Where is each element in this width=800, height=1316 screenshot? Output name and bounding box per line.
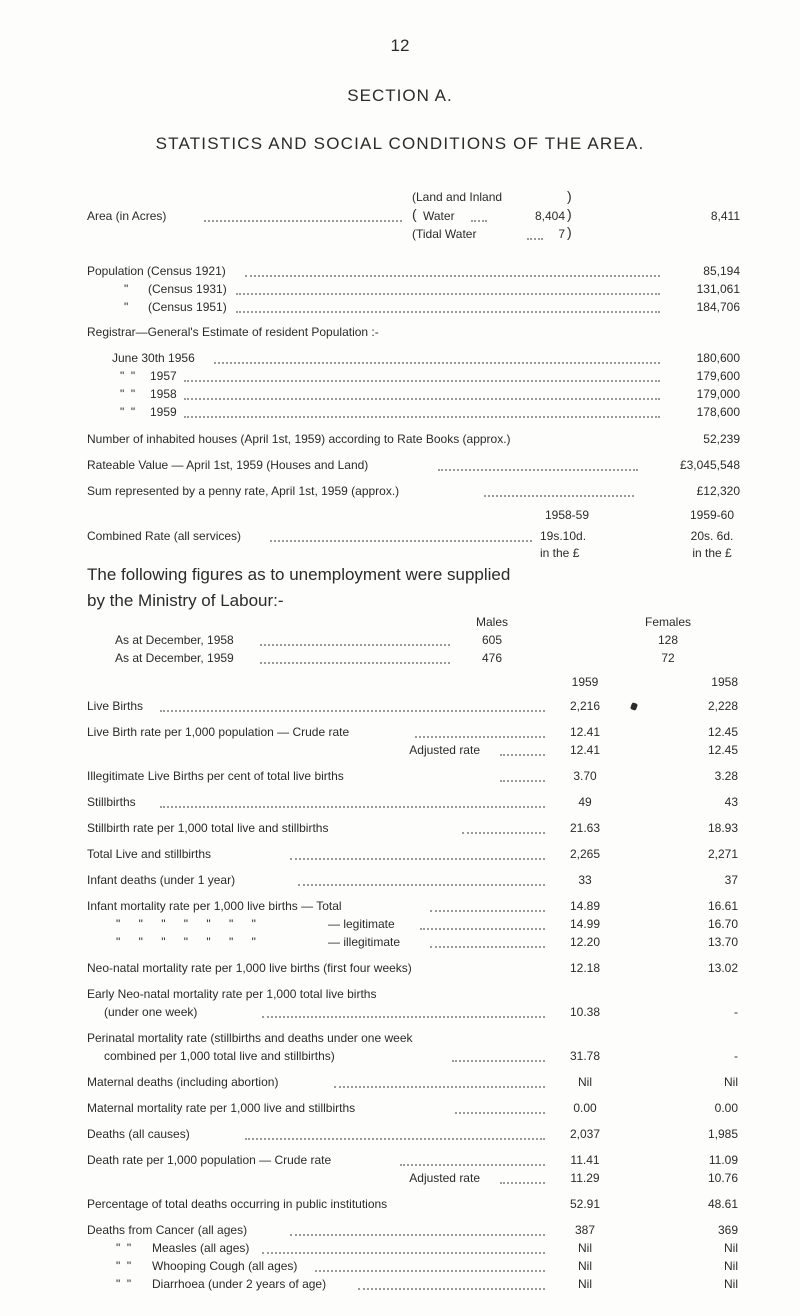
leader-dots — [260, 643, 450, 646]
vital-label: Maternal mortality rate per 1,000 live and stillbirths — [87, 1101, 356, 1115]
vital-value-1959: Nil — [578, 1075, 592, 1089]
combined-rate-label: Combined Rate (all services) — [87, 529, 242, 543]
unemployment-males: 476 — [481, 651, 503, 665]
unemployment-females: 72 — [661, 651, 675, 665]
ditto-marks: " " — [116, 1259, 132, 1273]
leader-dots — [315, 1269, 545, 1272]
area-sub-tidal: (Tidal Water — [412, 227, 477, 241]
leader-dots — [160, 709, 545, 712]
rateable-label: Rateable Value — April 1st, 1959 (Houses and Land) — [87, 458, 369, 472]
section-title: SECTION A. — [347, 86, 453, 105]
vital-value-1958: 369 — [717, 1223, 738, 1237]
vital-value-1958: 12.45 — [707, 725, 738, 739]
rate-year-1: 1958-59 — [544, 508, 590, 522]
vital-value-1958: 16.70 — [707, 917, 738, 931]
vital-value-1959: 49 — [578, 795, 592, 809]
population-1931-label: (Census 1931) — [148, 282, 227, 296]
vital-value-1958: 16.61 — [707, 899, 738, 913]
leader-dots — [430, 909, 545, 912]
ditto-marks: " " — [116, 1277, 132, 1291]
vital-value-1959: 3.70 — [573, 769, 597, 783]
vital-label: — illegitimate — [328, 935, 401, 949]
leader-dots — [400, 1163, 545, 1166]
vital-value-1958: 3.28 — [714, 769, 738, 783]
area-label: Area (in Acres) — [87, 209, 167, 223]
estimate-1956-label: June 30th 1956 — [112, 351, 195, 365]
vital-value-1958: 0.00 — [714, 1101, 738, 1115]
leader-dots — [262, 1251, 545, 1254]
leader-dots — [270, 539, 532, 542]
ditto-mark: " " — [120, 405, 136, 419]
vital-label-cont: combined per 1,000 total live and stillbirths) — [104, 1049, 335, 1063]
vital-value-1958: 11.09 — [708, 1153, 738, 1167]
leader-dots — [471, 219, 487, 222]
vital-value-1959: 21.63 — [569, 821, 601, 835]
ditto-mark: " — [124, 282, 129, 296]
vital-value-1958: 43 — [724, 795, 738, 809]
leader-dots — [420, 927, 545, 930]
leader-dots — [245, 1137, 545, 1140]
vital-label: Stillbirths — [87, 795, 136, 809]
penny-rate-label: Sum represented by a penny rate, April 1st, 1959 (approx.) — [87, 484, 400, 498]
unemployment-females: 128 — [657, 633, 679, 647]
combined-rate-unit-1: in the £ — [540, 546, 580, 560]
vital-year-1958: 1958 — [711, 675, 738, 689]
unemployment-header-males: Males — [475, 615, 508, 629]
combined-rate-value-2: 20s. 6d. — [690, 529, 734, 543]
vital-value-1958: Nil — [724, 1075, 738, 1089]
vital-value-1958: 37 — [724, 873, 738, 887]
vital-label: Live Births — [87, 699, 144, 713]
estimate-1957-label: 1957 — [150, 369, 177, 383]
unemployment-males: 605 — [481, 633, 503, 647]
vital-label: Adjusted rate — [409, 1171, 480, 1185]
leader-dots — [298, 883, 545, 886]
combined-rate-unit-2: in the £ — [692, 546, 732, 560]
vital-value-1958: 12.45 — [707, 743, 738, 757]
estimate-1957-value: 179,600 — [696, 369, 740, 383]
vital-value-1959: 2,037 — [569, 1127, 601, 1141]
unemployment-intro-line2: by the Ministry of Labour:- — [87, 591, 284, 610]
vital-label: Maternal deaths (including abortion) — [87, 1075, 279, 1089]
vital-label: Perinatal mortality rate (stillbirths and deaths under one week — [87, 1031, 413, 1045]
area-total: 8,411 — [710, 209, 740, 223]
brace-right-top: ) — [567, 188, 572, 204]
vital-label: Early Neo-natal mortality rate per 1,000 total live births — [87, 987, 377, 1001]
leader-dots — [500, 1181, 545, 1184]
ditto-marks: " " " " " " " — [116, 917, 256, 931]
combined-rate-value-1: 19s.10d. — [540, 529, 587, 543]
vital-label: Infant deaths (under 1 year) — [87, 873, 236, 887]
ditto-mark: " — [124, 300, 129, 314]
estimate-heading: Registrar—General's Estimate of resident Population :- — [87, 325, 379, 339]
area-water-value: 8,404 — [534, 209, 565, 223]
vital-value-1959: 12.41 — [569, 743, 601, 757]
vital-label: Whooping Cough (all ages) — [152, 1259, 298, 1273]
vital-label: Deaths from Cancer (all ages) — [87, 1223, 248, 1237]
leader-dots — [184, 379, 660, 382]
vital-value-1959: 12.20 — [569, 935, 601, 949]
unemployment-row-label: As at December, 1958 — [115, 633, 234, 647]
leader-dots — [452, 1059, 545, 1062]
estimate-1959-value: 178,600 — [696, 405, 740, 419]
leader-dots — [290, 1233, 545, 1236]
ditto-mark: " " — [120, 387, 136, 401]
ditto-mark: " " — [120, 369, 136, 383]
leader-dots — [500, 779, 545, 782]
rateable-value: £3,045,548 — [679, 458, 740, 472]
vital-label: Death rate per 1,000 population — Crude rate — [87, 1153, 332, 1167]
vital-value-1959: Nil — [578, 1277, 592, 1291]
vital-value-1958: Nil — [724, 1277, 738, 1291]
vital-label: Deaths (all causes) — [87, 1127, 190, 1141]
leader-dots — [358, 1287, 545, 1290]
vital-value-1959: 14.99 — [569, 917, 601, 931]
leader-dots — [260, 661, 450, 664]
vital-value-1959: 10.38 — [569, 1005, 601, 1019]
ink-blot — [630, 702, 638, 711]
houses-label: Number of inhabited houses (April 1st, 1959) according to Rate Books (approx.) — [87, 432, 511, 446]
brace-left: ( — [412, 206, 417, 222]
population-1931-value: 131,061 — [696, 282, 740, 296]
brace-right: ) — [567, 206, 572, 222]
vital-label: Percentage of total deaths occurring in public institutions — [87, 1197, 388, 1211]
leader-dots — [334, 1085, 545, 1088]
population-1951-value: 184,706 — [696, 300, 740, 314]
vital-value-1959: 14.89 — [569, 899, 601, 913]
vital-label: Stillbirth rate per 1,000 total live and stillbirths — [87, 821, 329, 835]
vital-value-1959: 0.00 — [573, 1101, 597, 1115]
vital-value-1959: Nil — [578, 1241, 592, 1255]
leader-dots — [455, 1111, 545, 1114]
vital-value-1958: 2,228 — [707, 699, 738, 713]
vital-value-1959: 2,265 — [569, 847, 601, 861]
vital-value-1958: 13.02 — [707, 961, 738, 975]
leader-dots — [236, 292, 660, 295]
houses-value: 52,239 — [703, 432, 740, 446]
leader-dots — [160, 805, 545, 808]
vital-value-1959: Nil — [578, 1259, 592, 1273]
vital-label: Illegitimate Live Births per cent of total live births — [87, 769, 344, 783]
area-sub-land: (Land and Inland — [412, 190, 503, 204]
ditto-marks: " " " " " " " — [116, 935, 256, 949]
vital-value-1958: 13.70 — [707, 935, 738, 949]
leader-dots — [214, 361, 660, 364]
leader-dots — [184, 415, 660, 418]
vital-value-1959: 12.18 — [569, 961, 601, 975]
vital-label: Total Live and stillbirths — [87, 847, 212, 861]
vital-value-1958: Nil — [724, 1241, 738, 1255]
vital-label: Measles (all ages) — [152, 1241, 250, 1255]
estimate-1956-value: 180,600 — [696, 351, 740, 365]
leader-dots — [184, 397, 660, 400]
estimate-1958-value: 179,000 — [696, 387, 740, 401]
population-1951-label: (Census 1951) — [148, 300, 227, 314]
vital-value-1958: 10.76 — [707, 1171, 738, 1185]
leader-dots — [262, 1015, 545, 1018]
leader-dots — [430, 945, 545, 948]
vital-value-1958: 48.61 — [707, 1197, 738, 1211]
vital-value-1958: 1,985 — [707, 1127, 738, 1141]
vital-value-1959: 387 — [574, 1223, 596, 1237]
vital-value-1958: 18.93 — [707, 821, 738, 835]
penny-rate-value: £12,320 — [696, 484, 740, 498]
leader-dots — [236, 310, 660, 313]
vital-value-1958: Nil — [724, 1259, 738, 1273]
vital-label: Adjusted rate — [409, 743, 480, 757]
rate-year-2: 1959-60 — [689, 508, 735, 522]
leader-dots — [462, 831, 545, 834]
unemployment-intro-line1: The following figures as to unemployment were supplied — [87, 565, 511, 584]
vital-label: Neo-natal mortality rate per 1,000 live births (first four weeks) — [87, 961, 412, 975]
vital-value-1959: 2,216 — [569, 699, 601, 713]
leader-dots — [290, 857, 545, 860]
estimate-1959-label: 1959 — [150, 405, 177, 419]
vital-value-1959: 31.78 — [569, 1049, 601, 1063]
unemployment-row-label: As at December, 1959 — [115, 651, 234, 665]
page-number: 12 — [390, 36, 410, 55]
area-tidal-value: 7 — [558, 227, 565, 241]
area-sub-water: Water — [423, 209, 455, 223]
leader-dots — [415, 735, 545, 738]
vital-label: Live Birth rate per 1,000 population — Crude rate — [87, 725, 350, 739]
vital-label-cont: (under one week) — [104, 1005, 198, 1019]
vital-value-1959: 11.29 — [570, 1171, 600, 1185]
leader-dots — [245, 274, 660, 277]
vital-value-1958: 2,271 — [707, 847, 738, 861]
vital-value-1959: 11.41 — [570, 1153, 600, 1167]
leader-dots — [500, 753, 545, 756]
main-title: STATISTICS AND SOCIAL CONDITIONS OF THE AREA. — [155, 134, 645, 153]
vital-label: Diarrhoea (under 2 years of age) — [152, 1277, 327, 1291]
estimate-1958-label: 1958 — [150, 387, 177, 401]
vital-year-1959: 1959 — [571, 675, 599, 689]
vital-value-1959: 52.91 — [569, 1197, 601, 1211]
population-1921-label: Population (Census 1921) — [87, 264, 226, 278]
vital-label: Infant mortality rate per 1,000 live births — Total — [87, 899, 342, 913]
vital-value-1959: 33 — [578, 873, 592, 887]
leader-dots — [204, 219, 402, 222]
vital-value-1959: 12.41 — [569, 725, 601, 739]
population-1921-value: 85,194 — [703, 264, 740, 278]
vital-value-1958: - — [734, 1049, 738, 1063]
unemployment-header-females: Females — [644, 615, 691, 629]
ditto-marks: " " — [116, 1241, 132, 1255]
brace-right-bottom: ) — [567, 224, 572, 240]
vital-label: — legitimate — [328, 917, 395, 931]
vital-value-1958: - — [734, 1005, 738, 1019]
